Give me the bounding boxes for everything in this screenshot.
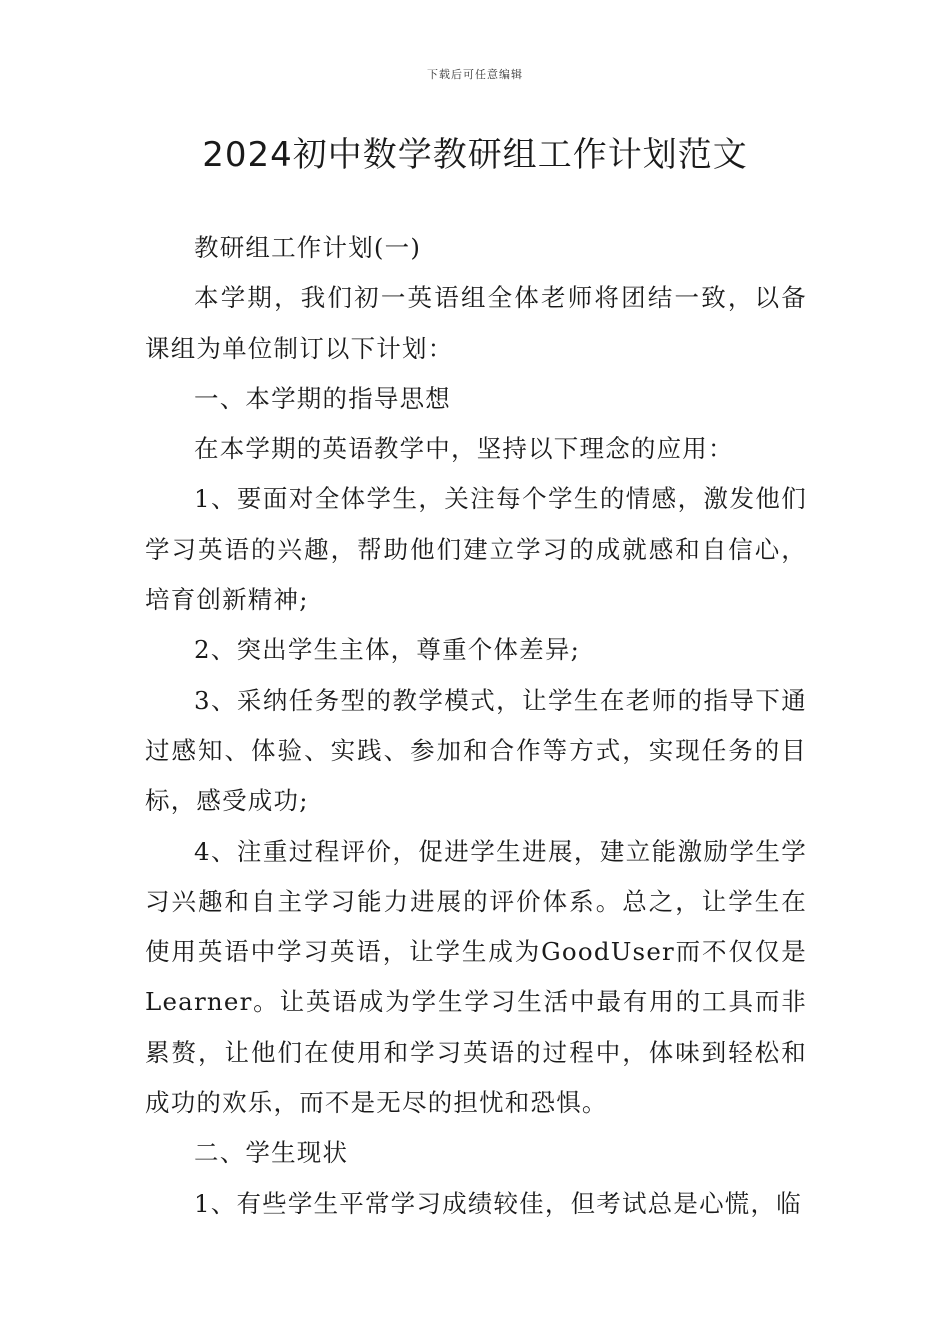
list-item-3: 3、采纳任务型的教学模式，让学生在老师的指导下通过感知、体验、实践、参加和合作等方式，实现任务的目标，感受成功; <box>145 685 807 816</box>
paragraph-intro: 本学期，我们初一英语组全体老师将团结一致，以备课组为单位制订以下计划： <box>145 283 807 363</box>
list-item-4: 4、注重过程评价，促进学生进展，建立能激励学生学习兴趣和自主学习能力进展的评价体系。总之，让学生在使用英语中学习英语，让学生成为GoodUser而不仅仅是Learner。让英语成为学生学习生活中最有用的工具而非累赘，让他们在使用和学习英语的过程中，体味到轻松和成功的欢乐，而不是无尽的担忧和恐惧。 <box>145 836 807 1118</box>
header-note: 下载后可任意编辑 <box>427 68 523 81</box>
section-heading-student-status: 二、学生现状 <box>194 1138 349 1168</box>
status-item-1: 1、有些学生平常学习成绩较佳，但考试总是心慌，临 <box>194 1188 802 1218</box>
paragraph-principles-intro: 在本学期的英语教学中，坚持以下理念的应用： <box>194 434 734 464</box>
section-heading-guiding-ideology: 一、本学期的指导思想 <box>194 383 451 413</box>
list-item-1: 1、要面对全体学生，关注每个学生的情感，激发他们学习英语的兴趣，帮助他们建立学习的成就感和自信心，培育创新精神; <box>145 484 807 615</box>
document-body <box>145 223 807 1229</box>
list-item-2: 2、突出学生主体，尊重个体差异; <box>194 635 581 665</box>
document-title: 2024初中数学教研组工作计划范文 <box>202 135 748 175</box>
paragraph-subtitle: 教研组工作计划(一) <box>194 233 422 262</box>
